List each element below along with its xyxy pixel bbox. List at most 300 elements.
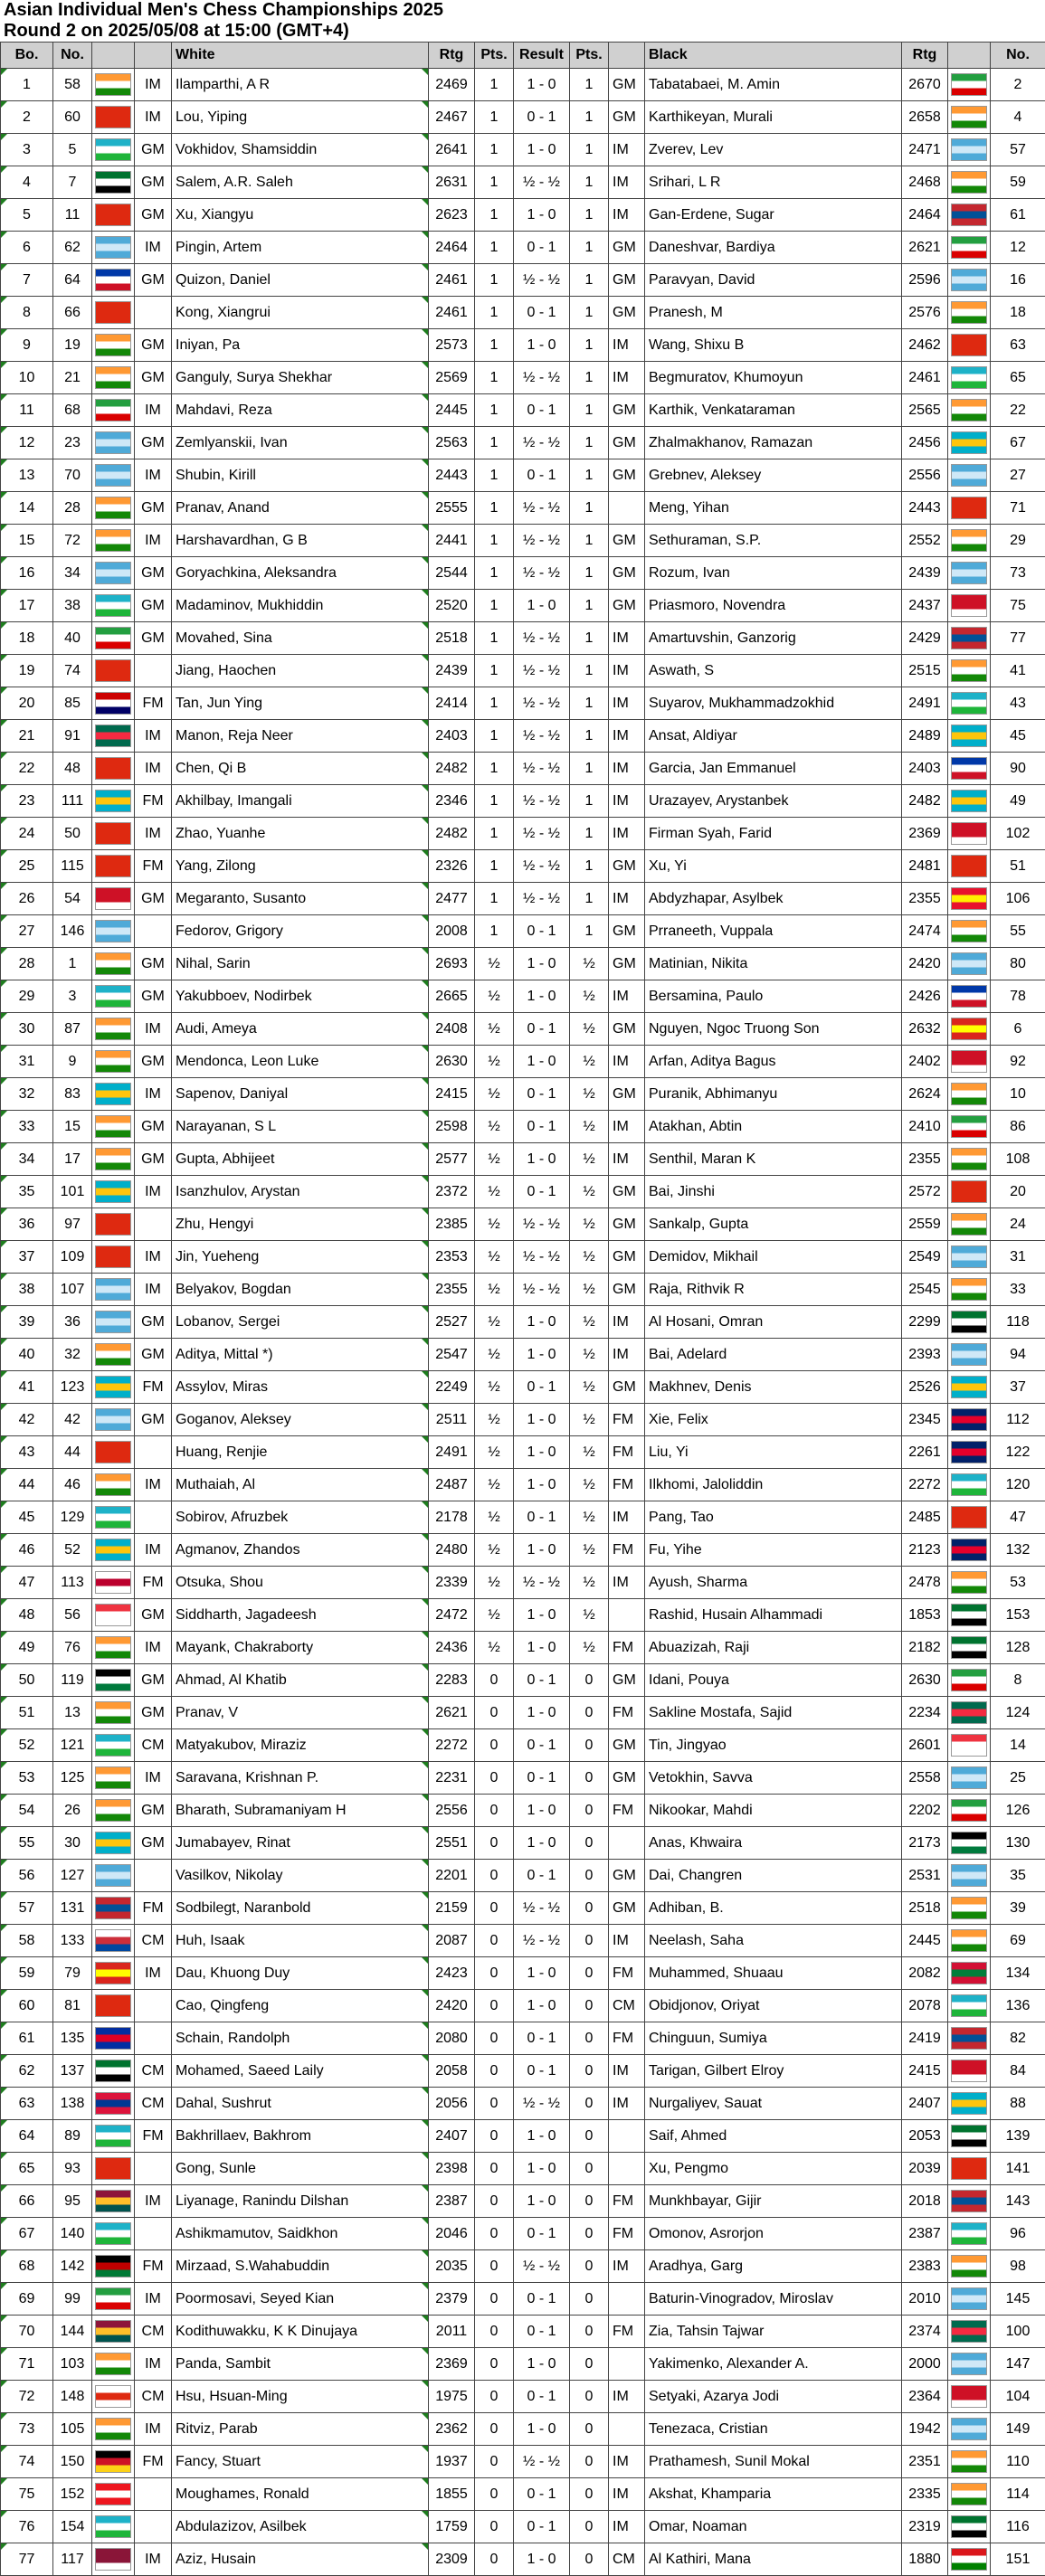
white-title: GM	[135, 329, 172, 362]
black-title: GM	[609, 101, 645, 134]
black-player-name[interactable]: Sankalp, Gupta	[645, 1208, 902, 1241]
white-player-name[interactable]: Huh, Isaak	[172, 1925, 429, 1957]
black-points: 0	[570, 2478, 609, 2511]
white-player-name[interactable]: Bharath, Subramaniyam H	[172, 1795, 429, 1827]
white-start-number: 36	[53, 1306, 92, 1339]
white-player-name[interactable]: Jin, Yueheng	[172, 1241, 429, 1274]
black-start-number: 100	[991, 2316, 1045, 2348]
black-player-name[interactable]: Neelash, Saha	[645, 1925, 902, 1957]
white-player-name[interactable]: Mohamed, Saeed Laily	[172, 2055, 429, 2088]
black-player-name[interactable]: Karthikeyan, Murali	[645, 101, 902, 134]
white-start-number: 11	[53, 199, 92, 232]
black-player-name[interactable]: Pranesh, M	[645, 297, 902, 329]
white-player-name[interactable]: Poormosavi, Seyed Kian	[172, 2283, 429, 2316]
white-player-name[interactable]: Vasilkov, Nikolay	[172, 1860, 429, 1892]
black-player-name[interactable]: Anas, Khwaira	[645, 1827, 902, 1860]
black-player-name[interactable]: Zhalmakhanov, Ramazan	[645, 427, 902, 459]
table-row	[1, 687, 1045, 720]
white-rating: 2544	[429, 557, 475, 590]
black-flag-icon	[948, 785, 991, 818]
black-player-name[interactable]: Setyaki, Azarya Jodi	[645, 2381, 902, 2413]
white-rating: 2631	[429, 166, 475, 199]
black-player-name[interactable]: Tabatabaei, M. Amin	[645, 69, 902, 101]
white-player-name[interactable]: Mendonca, Leon Luke	[172, 1046, 429, 1078]
flag-icon	[951, 855, 987, 877]
black-player-name[interactable]: Rashid, Husain Alhammadi	[645, 1599, 902, 1632]
black-player-name[interactable]: Bai, Jinshi	[645, 1176, 902, 1208]
black-player-name[interactable]: Prraneeth, Vuppala	[645, 915, 902, 948]
header-white-rating[interactable]: Rtg	[429, 43, 475, 69]
black-title: IM	[609, 2250, 645, 2283]
flag-icon	[95, 1701, 131, 1724]
white-flag-icon	[92, 2218, 135, 2250]
game-result: 0 - 1	[514, 2381, 570, 2413]
black-title: IM	[609, 2055, 645, 2088]
black-player-name[interactable]: Xie, Felix	[645, 1404, 902, 1436]
white-player-name[interactable]: Fancy, Stuart	[172, 2446, 429, 2478]
black-player-name[interactable]: Prathamesh, Sunil Mokal	[645, 2446, 902, 2478]
black-title: IM	[609, 166, 645, 199]
white-points: ½	[475, 1306, 514, 1339]
header-white-number[interactable]: No.	[53, 43, 92, 69]
white-title	[135, 1990, 172, 2022]
black-player-name[interactable]: Al Hosani, Omran	[645, 1306, 902, 1339]
black-player-name[interactable]: Garcia, Jan Emmanuel	[645, 753, 902, 785]
black-points: ½	[570, 1599, 609, 1632]
black-title: FM	[609, 2316, 645, 2348]
white-player-name[interactable]: Salem, A.R. Saleh	[172, 166, 429, 199]
black-player-name[interactable]: Yakimenko, Alexander A.	[645, 2348, 902, 2381]
white-player-name[interactable]: Gong, Sunle	[172, 2153, 429, 2185]
white-start-number: 107	[53, 1274, 92, 1306]
black-player-name[interactable]: Sethuraman, S.P.	[645, 525, 902, 557]
white-rating: 2439	[429, 655, 475, 687]
white-title: IM	[135, 1176, 172, 1208]
flag-icon	[951, 1864, 987, 1887]
black-player-name[interactable]: Xu, Yi	[645, 850, 902, 883]
white-player-name[interactable]: Narayanan, S L	[172, 1111, 429, 1143]
white-player-name[interactable]: Goryachkina, Aleksandra	[172, 557, 429, 590]
black-player-name[interactable]: Urazayev, Arystanbek	[645, 785, 902, 818]
black-player-name[interactable]: Gan-Erdene, Sugar	[645, 199, 902, 232]
white-player-name[interactable]: Zhao, Yuanhe	[172, 818, 429, 850]
black-player-name[interactable]: Dai, Changren	[645, 1860, 902, 1892]
black-player-name[interactable]: Priasmoro, Novendra	[645, 590, 902, 622]
white-title: GM	[135, 1827, 172, 1860]
white-player-name[interactable]: Megaranto, Susanto	[172, 883, 429, 915]
black-player-name[interactable]: Wang, Shixu B	[645, 329, 902, 362]
white-player-name[interactable]: Pranav, Anand	[172, 492, 429, 525]
black-flag-icon	[948, 1306, 991, 1339]
white-title: IM	[135, 1762, 172, 1795]
black-start-number: 43	[991, 687, 1045, 720]
white-player-name[interactable]: Akhilbay, Imangali	[172, 785, 429, 818]
black-player-name[interactable]: Ansat, Aldiyar	[645, 720, 902, 753]
black-title: GM	[609, 525, 645, 557]
white-player-name[interactable]: Agmanov, Zhandos	[172, 1534, 429, 1567]
black-start-number: 143	[991, 2185, 1045, 2218]
black-player-name[interactable]: Nurgaliyev, Sauat	[645, 2088, 902, 2120]
white-player-name[interactable]: Cao, Qingfeng	[172, 1990, 429, 2022]
white-start-number: 19	[53, 329, 92, 362]
white-flag-icon	[92, 2153, 135, 2185]
flag-icon	[95, 2320, 131, 2343]
white-player-name[interactable]: Belyakov, Bogdan	[172, 1274, 429, 1306]
black-points: 0	[570, 1762, 609, 1795]
flag-icon	[951, 1148, 987, 1170]
table-row	[1, 980, 1045, 1013]
flag-icon	[951, 2092, 987, 2115]
white-points: 1	[475, 492, 514, 525]
black-player-name[interactable]: Zia, Tahsin Tajwar	[645, 2316, 902, 2348]
black-flag-icon	[948, 459, 991, 492]
white-player-name[interactable]: Hsu, Hsuan-Ming	[172, 2381, 429, 2413]
black-player-name[interactable]: Abuazizah, Raji	[645, 1632, 902, 1664]
black-player-name[interactable]: Meng, Yihan	[645, 492, 902, 525]
white-start-number: 97	[53, 1208, 92, 1241]
white-player-name[interactable]: Yakubboev, Nodirbek	[172, 980, 429, 1013]
white-player-name[interactable]: Fedorov, Grigory	[172, 915, 429, 948]
black-player-name[interactable]: Nikookar, Mahdi	[645, 1795, 902, 1827]
black-player-name[interactable]: Matinian, Nikita	[645, 948, 902, 980]
black-player-name[interactable]: Baturin-Vinogradov, Miroslav	[645, 2283, 902, 2316]
black-flag-icon	[948, 2055, 991, 2088]
black-player-name[interactable]: Saif, Ahmed	[645, 2120, 902, 2153]
black-points: 0	[570, 2413, 609, 2446]
white-player-name[interactable]: Mirzaad, S.Wahabuddin	[172, 2250, 429, 2283]
table-row	[1, 1404, 1045, 1436]
white-player-name[interactable]: Jiang, Haochen	[172, 655, 429, 687]
black-player-name[interactable]: Paravyan, David	[645, 264, 902, 297]
board-number: 56	[1, 1860, 53, 1892]
black-player-name[interactable]: Senthil, Maran K	[645, 1143, 902, 1176]
white-start-number: 121	[53, 1729, 92, 1762]
black-start-number: 53	[991, 1567, 1045, 1599]
black-points: 1	[570, 459, 609, 492]
white-player-name[interactable]: Assylov, Miras	[172, 1371, 429, 1404]
black-rating: 2415	[902, 2055, 948, 2088]
black-player-name[interactable]: Begmuratov, Khumoyun	[645, 362, 902, 394]
black-player-name[interactable]: Nguyen, Ngoc Truong Son	[645, 1013, 902, 1046]
white-player-name[interactable]: Aditya, Mittal *)	[172, 1339, 429, 1371]
table-row	[1, 101, 1045, 134]
white-title: GM	[135, 264, 172, 297]
white-player-name[interactable]: Yang, Zilong	[172, 850, 429, 883]
white-player-name[interactable]: Dau, Khuong Duy	[172, 1957, 429, 1990]
white-start-number: 30	[53, 1827, 92, 1860]
white-player-name[interactable]: Goganov, Aleksey	[172, 1404, 429, 1436]
black-player-name[interactable]: Omar, Noaman	[645, 2511, 902, 2543]
white-player-name[interactable]: Huang, Renjie	[172, 1436, 429, 1469]
black-player-name[interactable]: Munkhbayar, Gijir	[645, 2185, 902, 2218]
black-flag-icon	[948, 2088, 991, 2120]
black-player-name[interactable]: Tarigan, Gilbert Elroy	[645, 2055, 902, 2088]
black-player-name[interactable]: Liu, Yi	[645, 1436, 902, 1469]
black-player-name[interactable]: Karthik, Venkataraman	[645, 394, 902, 427]
table-row	[1, 883, 1045, 915]
white-player-name[interactable]: Ritviz, Parab	[172, 2413, 429, 2446]
flag-icon	[95, 1050, 131, 1073]
header-black[interactable]: Black	[645, 43, 902, 69]
white-player-name[interactable]: Tan, Jun Ying	[172, 687, 429, 720]
black-rating: 2485	[902, 1501, 948, 1534]
white-player-name[interactable]: Ashikmamutov, Saidkhon	[172, 2218, 429, 2250]
black-flag-icon	[948, 2185, 991, 2218]
flag-icon	[951, 1636, 987, 1659]
white-player-name[interactable]: Jumabayev, Rinat	[172, 1827, 429, 1860]
white-flag-icon	[92, 1599, 135, 1632]
black-player-name[interactable]: Puranik, Abhimanyu	[645, 1078, 902, 1111]
white-player-name[interactable]: Gupta, Abhijeet	[172, 1143, 429, 1176]
black-player-name[interactable]: Obidjonov, Oriyat	[645, 1990, 902, 2022]
header-white-points[interactable]: Pts.	[475, 43, 514, 69]
white-start-number: 144	[53, 2316, 92, 2348]
white-player-name[interactable]: Dahal, Sushrut	[172, 2088, 429, 2120]
board-number: 64	[1, 2120, 53, 2153]
header-result[interactable]: Result	[514, 43, 570, 69]
white-player-name[interactable]: Movahed, Sina	[172, 622, 429, 655]
black-rating: 2355	[902, 883, 948, 915]
white-player-name[interactable]: Muthaiah, Al	[172, 1469, 429, 1501]
black-player-name[interactable]: Bersamina, Paulo	[645, 980, 902, 1013]
white-player-name[interactable]: Harshavardhan, G B	[172, 525, 429, 557]
black-flag-icon	[948, 980, 991, 1013]
white-player-name[interactable]: Sodbilegt, Naranbold	[172, 1892, 429, 1925]
black-player-name[interactable]: Raja, Rithvik R	[645, 1274, 902, 1306]
white-player-name[interactable]: Kodithuwakku, K K Dinujaya	[172, 2316, 429, 2348]
black-player-name[interactable]: Aswath, S	[645, 655, 902, 687]
white-title: IM	[135, 818, 172, 850]
game-result: 1 - 0	[514, 1339, 570, 1371]
white-player-name[interactable]: Manon, Reja Neer	[172, 720, 429, 753]
black-player-name[interactable]: Akshat, Khamparia	[645, 2478, 902, 2511]
white-player-name[interactable]: Mayank, Chakraborty	[172, 1632, 429, 1664]
white-flag-icon	[92, 1795, 135, 1827]
black-player-name[interactable]: Grebnev, Aleksey	[645, 459, 902, 492]
black-player-name[interactable]: Suyarov, Mukhammadzokhid	[645, 687, 902, 720]
black-start-number: 57	[991, 134, 1045, 166]
game-result: 1 - 0	[514, 134, 570, 166]
game-result: 1 - 0	[514, 1436, 570, 1469]
table-row	[1, 1241, 1045, 1274]
white-player-name[interactable]: Mahdavi, Reza	[172, 394, 429, 427]
white-player-name[interactable]: Ganguly, Surya Shekhar	[172, 362, 429, 394]
game-result: 0 - 1	[514, 2316, 570, 2348]
board-number: 61	[1, 2022, 53, 2055]
table-row	[1, 2543, 1045, 2576]
white-player-name[interactable]: Chen, Qi B	[172, 753, 429, 785]
white-points: 0	[475, 1827, 514, 1860]
table-row	[1, 2250, 1045, 2283]
flag-icon	[95, 2548, 131, 2571]
white-player-name[interactable]: Liyanage, Ranindu Dilshan	[172, 2185, 429, 2218]
flag-icon	[951, 1669, 987, 1691]
white-flag-icon	[92, 655, 135, 687]
white-player-name[interactable]: Moughames, Ronald	[172, 2478, 429, 2511]
table-row	[1, 232, 1045, 264]
black-player-name[interactable]: Zverev, Lev	[645, 134, 902, 166]
white-rating: 2080	[429, 2022, 475, 2055]
black-player-name[interactable]: Fu, Yihe	[645, 1534, 902, 1567]
header-board[interactable]: Bo.	[1, 43, 53, 69]
white-player-name[interactable]: Lobanov, Sergei	[172, 1306, 429, 1339]
white-title: IM	[135, 101, 172, 134]
black-title: IM	[609, 2088, 645, 2120]
board-number: 12	[1, 427, 53, 459]
white-player-name[interactable]: Pingin, Artem	[172, 232, 429, 264]
white-player-name[interactable]: Nihal, Sarin	[172, 948, 429, 980]
white-points: ½	[475, 1436, 514, 1469]
white-title: FM	[135, 687, 172, 720]
white-flag-icon	[92, 1697, 135, 1729]
flag-icon	[95, 1506, 131, 1529]
header-white[interactable]: White	[172, 43, 429, 69]
black-player-name[interactable]: Rozum, Ivan	[645, 557, 902, 590]
white-rating: 2309	[429, 2543, 475, 2576]
white-player-name[interactable]: Matyakubov, Miraziz	[172, 1729, 429, 1762]
white-player-name[interactable]: Shubin, Kirill	[172, 459, 429, 492]
black-player-name[interactable]: Muhammed, Shuaau	[645, 1957, 902, 1990]
black-rating: 2552	[902, 525, 948, 557]
white-player-name[interactable]: Zhu, Hengyi	[172, 1208, 429, 1241]
white-flag-icon	[92, 915, 135, 948]
black-player-name[interactable]: Al Kathiri, Mana	[645, 2543, 902, 2576]
black-player-name[interactable]: Pang, Tao	[645, 1501, 902, 1534]
table-row	[1, 1795, 1045, 1827]
white-flag-icon	[92, 1534, 135, 1567]
black-player-name[interactable]: Adhiban, B.	[645, 1892, 902, 1925]
header-black-number[interactable]: No.	[991, 43, 1045, 69]
white-player-name[interactable]: Lou, Yiping	[172, 101, 429, 134]
white-rating: 2467	[429, 101, 475, 134]
white-points: ½	[475, 1208, 514, 1241]
black-start-number: 24	[991, 1208, 1045, 1241]
white-player-name[interactable]: Aziz, Husain	[172, 2543, 429, 2576]
black-title: GM	[609, 1762, 645, 1795]
black-player-name[interactable]: Tin, Jingyao	[645, 1729, 902, 1762]
black-player-name[interactable]: Vetokhin, Savva	[645, 1762, 902, 1795]
white-player-name[interactable]: Zemlyanskii, Ivan	[172, 427, 429, 459]
white-flag-icon	[92, 232, 135, 264]
black-rating: 2461	[902, 362, 948, 394]
white-player-name[interactable]: Panda, Sambit	[172, 2348, 429, 2381]
black-player-name[interactable]: Omonov, Asrorjon	[645, 2218, 902, 2250]
black-player-name[interactable]: Daneshvar, Bardiya	[645, 232, 902, 264]
white-player-name[interactable]: Sapenov, Daniyal	[172, 1078, 429, 1111]
black-points: 0	[570, 2088, 609, 2120]
white-player-name[interactable]: Ilamparthi, A R	[172, 69, 429, 101]
black-start-number: 80	[991, 948, 1045, 980]
black-rating: 2478	[902, 1567, 948, 1599]
black-player-name[interactable]: Ilkhomi, Jaloliddin	[645, 1469, 902, 1501]
black-player-name[interactable]: Sakline Mostafa, Sajid	[645, 1697, 902, 1729]
white-player-name[interactable]: Audi, Ameya	[172, 1013, 429, 1046]
black-flag-icon	[948, 1241, 991, 1274]
white-flag-icon	[92, 1078, 135, 1111]
white-title: GM	[135, 948, 172, 980]
white-player-name[interactable]: Ahmad, Al Khatib	[172, 1664, 429, 1697]
white-flag-icon	[92, 1436, 135, 1469]
flag-icon	[951, 1376, 987, 1398]
black-rating: 2426	[902, 980, 948, 1013]
white-player-name[interactable]: Isanzhulov, Arystan	[172, 1176, 429, 1208]
black-player-name[interactable]: Tenezaca, Cristian	[645, 2413, 902, 2446]
table-row	[1, 1957, 1045, 1990]
white-player-name[interactable]: Quizon, Daniel	[172, 264, 429, 297]
black-player-name[interactable]: Bai, Adelard	[645, 1339, 902, 1371]
black-rating: 2407	[902, 2088, 948, 2120]
white-player-name[interactable]: Otsuka, Shou	[172, 1567, 429, 1599]
black-start-number: 136	[991, 1990, 1045, 2022]
white-start-number: 48	[53, 753, 92, 785]
flag-icon	[95, 2385, 131, 2408]
black-player-name[interactable]: Atakhan, Abtin	[645, 1111, 902, 1143]
white-rating: 2379	[429, 2283, 475, 2316]
black-start-number: 132	[991, 1534, 1045, 1567]
black-player-name[interactable]: Firman Syah, Farid	[645, 818, 902, 850]
black-player-name[interactable]: Ayush, Sharma	[645, 1567, 902, 1599]
black-player-name[interactable]: Abdyzhapar, Asylbek	[645, 883, 902, 915]
black-flag-icon	[948, 166, 991, 199]
white-player-name[interactable]: Pranav, V	[172, 1697, 429, 1729]
black-start-number: 33	[991, 1274, 1045, 1306]
white-player-name[interactable]: Sobirov, Afruzbek	[172, 1501, 429, 1534]
board-number: 3	[1, 134, 53, 166]
white-player-name[interactable]: Madaminov, Mukhiddin	[172, 590, 429, 622]
game-result: ½ - ½	[514, 687, 570, 720]
white-player-name[interactable]: Iniyan, Pa	[172, 329, 429, 362]
game-result: 1 - 0	[514, 69, 570, 101]
black-player-name[interactable]: Amartuvshin, Ganzorig	[645, 622, 902, 655]
table-row	[1, 1925, 1045, 1957]
game-result: 0 - 1	[514, 1078, 570, 1111]
black-start-number: 98	[991, 2250, 1045, 2283]
white-player-name[interactable]: Kong, Xiangrui	[172, 297, 429, 329]
white-points: 1	[475, 101, 514, 134]
black-player-name[interactable]: Arfan, Aditya Bagus	[645, 1046, 902, 1078]
white-points: 0	[475, 1957, 514, 1990]
black-player-name[interactable]: Srihari, L R	[645, 166, 902, 199]
header-black-points[interactable]: Pts.	[570, 43, 609, 69]
pairings-table	[0, 42, 1045, 2576]
board-number: 38	[1, 1274, 53, 1306]
black-player-name[interactable]: Aradhya, Garg	[645, 2250, 902, 2283]
white-flag-icon	[92, 1762, 135, 1795]
white-rating: 2087	[429, 1925, 475, 1957]
white-player-name[interactable]: Siddharth, Jagadeesh	[172, 1599, 429, 1632]
white-player-name[interactable]: Schain, Randolph	[172, 2022, 429, 2055]
black-player-name[interactable]: Xu, Pengmo	[645, 2153, 902, 2185]
black-title: GM	[609, 1892, 645, 1925]
white-player-name[interactable]: Abdulazizov, Asilbek	[172, 2511, 429, 2543]
white-player-name[interactable]: Bakhrillaev, Bakhrom	[172, 2120, 429, 2153]
game-result: 1 - 0	[514, 1404, 570, 1436]
table-row	[1, 2088, 1045, 2120]
black-player-name[interactable]: Idani, Pouya	[645, 1664, 902, 1697]
black-player-name[interactable]: Demidov, Mikhail	[645, 1241, 902, 1274]
white-title: GM	[135, 1143, 172, 1176]
black-player-name[interactable]: Makhnev, Denis	[645, 1371, 902, 1404]
black-title: GM	[609, 557, 645, 590]
white-player-name[interactable]: Vokhidov, Shamsiddin	[172, 134, 429, 166]
game-result: ½ - ½	[514, 1567, 570, 1599]
white-player-name[interactable]: Saravana, Krishnan P.	[172, 1762, 429, 1795]
white-player-name[interactable]: Xu, Xiangyu	[172, 199, 429, 232]
header-black-rating[interactable]: Rtg	[902, 43, 948, 69]
white-flag-icon	[92, 2316, 135, 2348]
white-title: IM	[135, 1534, 172, 1567]
black-player-name[interactable]: Chinguun, Sumiya	[645, 2022, 902, 2055]
